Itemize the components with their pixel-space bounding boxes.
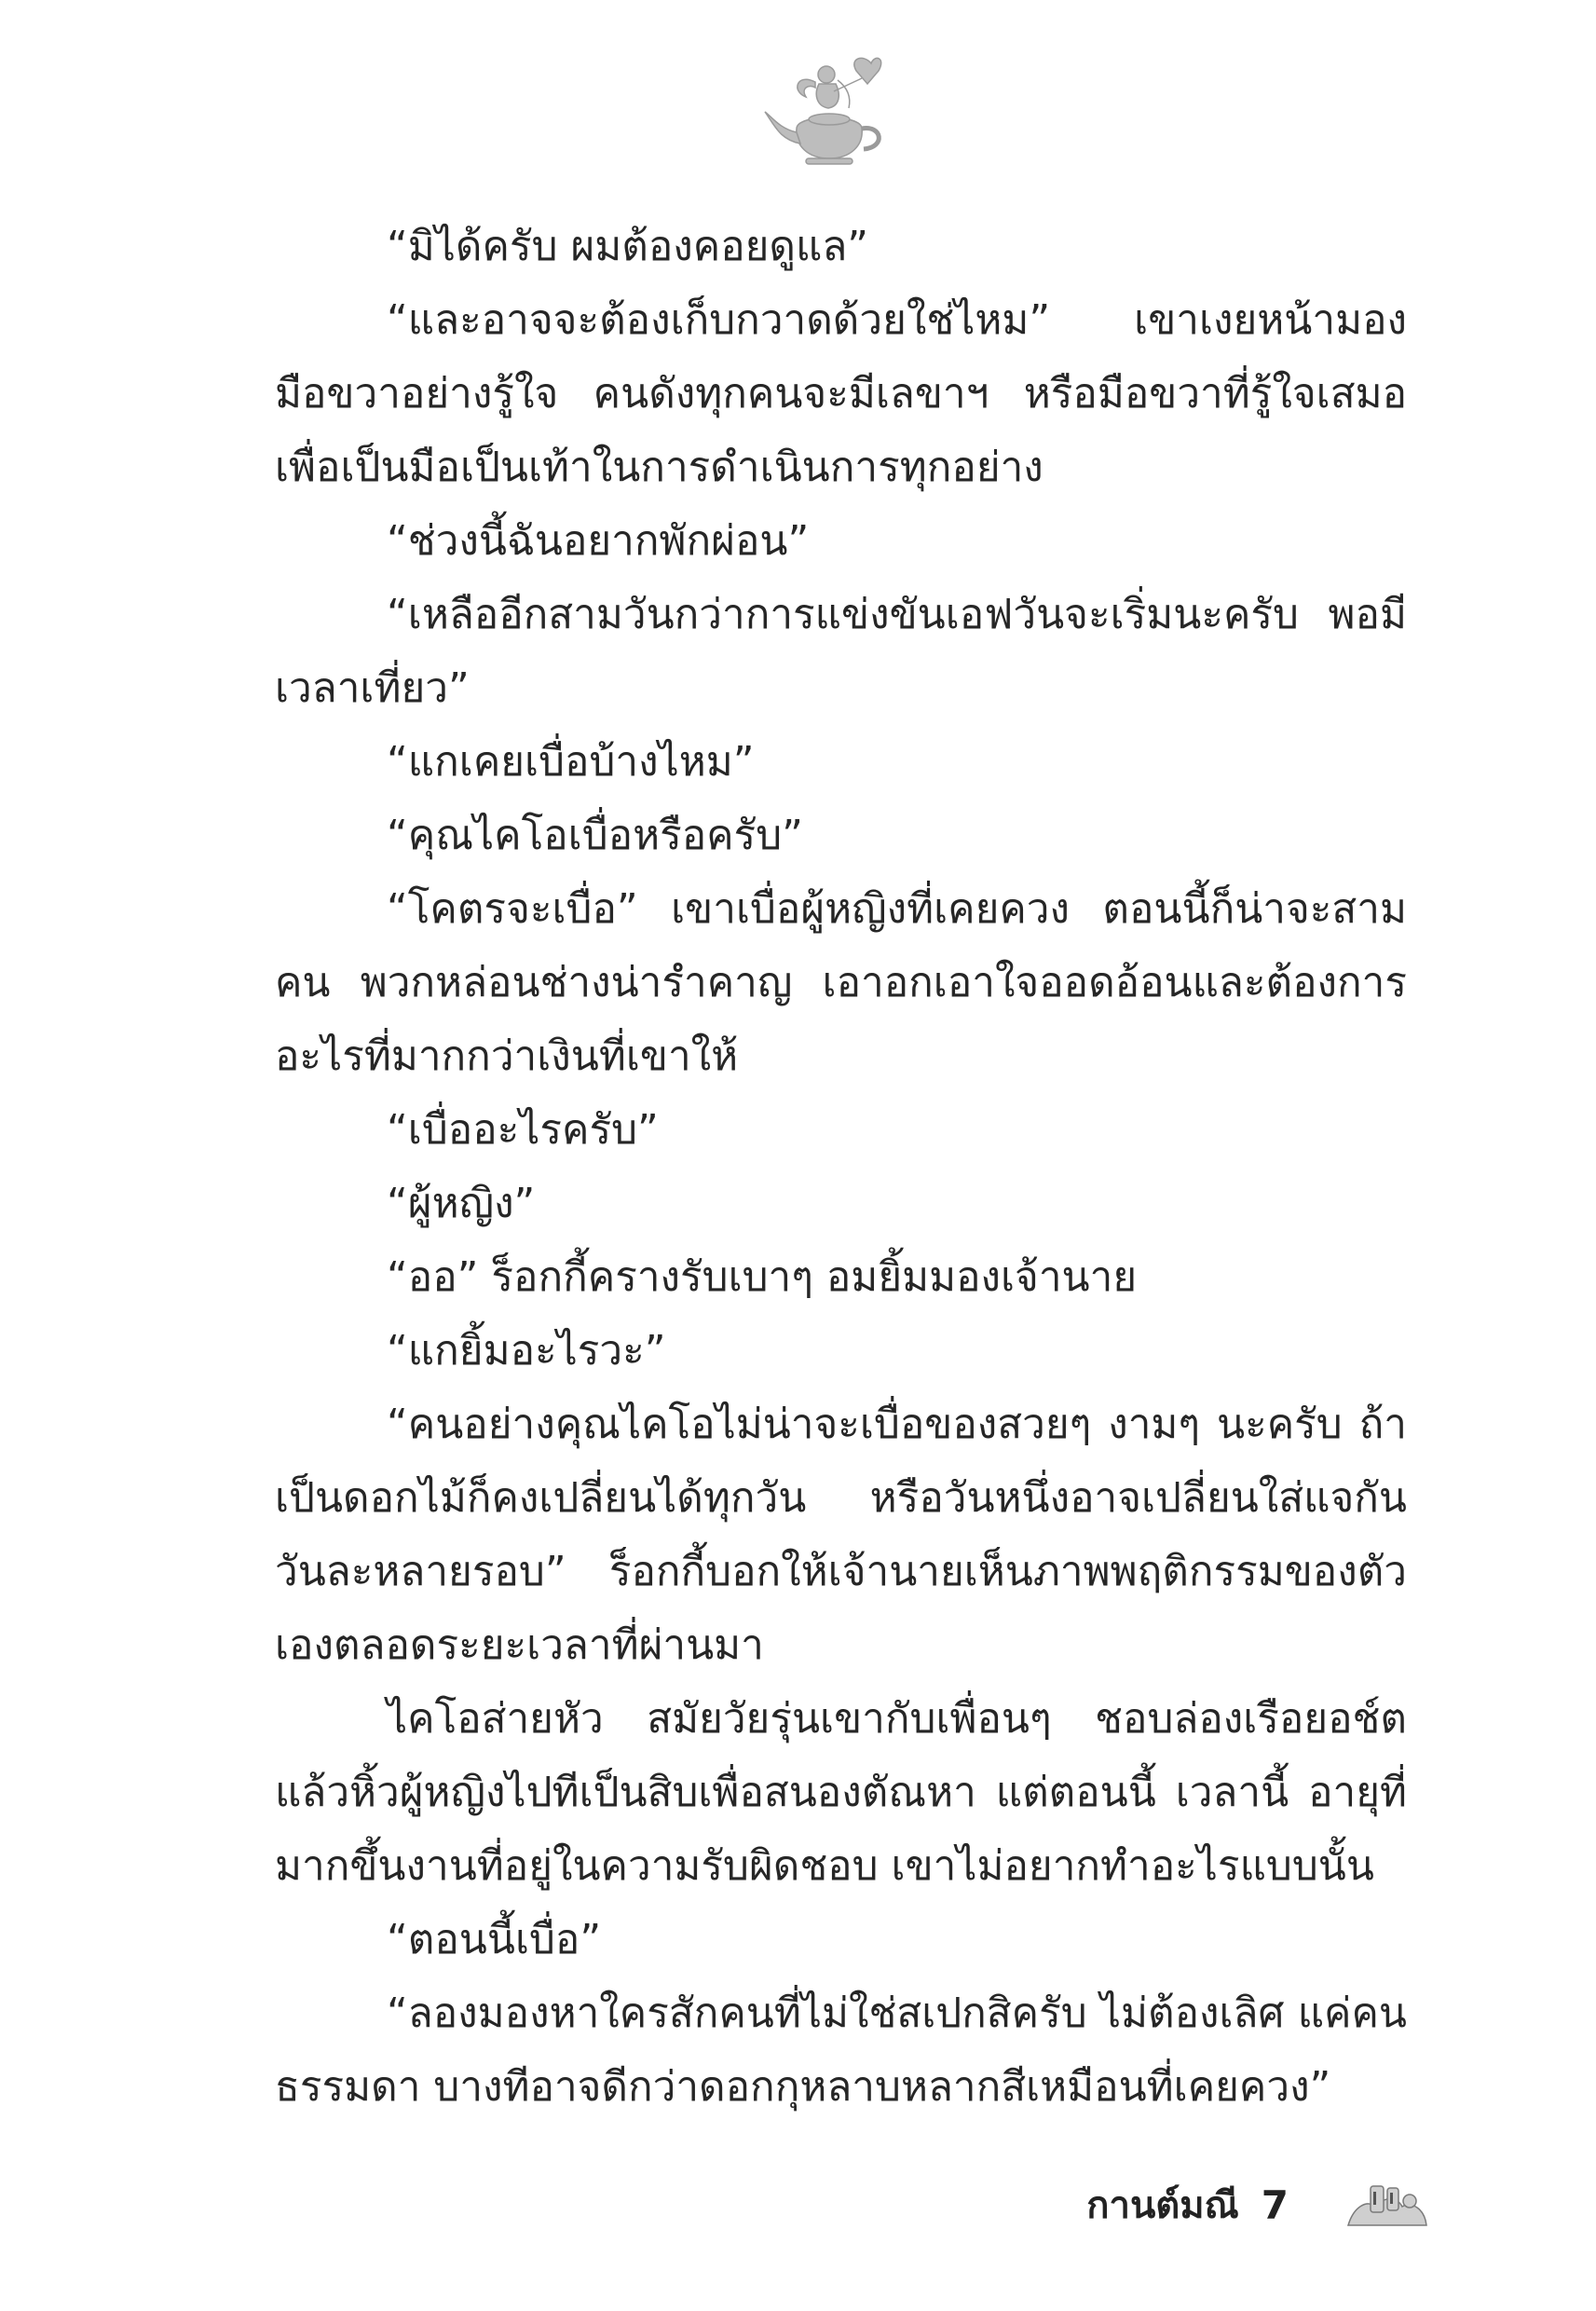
dialogue-paragraph-4: “เหลืออีกสามวันกว่าการแข่งขันเอฟวันจะเริ่มนะครับ พอมีเวลาเที่ยว”: [275, 591, 1407, 712]
dialogue-paragraph-5: “แกเคยเบื่อบ้างไหม”: [387, 738, 755, 786]
dialogue-paragraph-1: “มิได้ครับ ผมต้องคอยดูแล”: [387, 223, 869, 270]
dialogue-paragraph-14: “ตอนนี้เบื่อ”: [387, 1916, 602, 1963]
teapot-cupid-ornament-icon: [759, 54, 899, 175]
dialogue-paragraph-12: “คนอย่างคุณไคโอไม่น่าจะเบื่อของสวยๆ งามๆ นะครับ ถ้าเป็นดอกไม้ก็คงเปลี่ยนได้ทุกวัน หรือวันหนึ่งอาจเปลี่ยนใส่แจกันวันละหลายรอบ” ร็อกกี้บอกให้เจ้านายเห็นภาพพฤติกรรมของตัวเองตลอดระยะเวลาที่ผ่านมา: [275, 1401, 1407, 1669]
dialogue-paragraph-3: “ช่วงนี้ฉันอยากพักผ่อน”: [387, 517, 810, 565]
dialogue-paragraph-15: “ลองมองหาใครสักคนที่ไม่ใช่สเปกสิครับ ไม่ต้องเลิศ แค่คนธรรมดา บางทีอาจดีกว่าดอกกุหลาบหลากสีเหมือนที่เคยควง”: [275, 1990, 1407, 2111]
dialogue-paragraph-9: “ผู้หญิง”: [387, 1180, 536, 1227]
dialogue-paragraph-7: “โคตรจะเบื่อ” เขาเบื่อผู้หญิงที่เคยควง ตอนนี้ก็น่าจะสามคน พวกหล่อนช่างน่ารำคาญ เอาอกเอาใจออดอ้อนและต้องการอะไรที่มากกว่าเงินที่เขาให้: [275, 885, 1407, 1080]
page-footer: [1086, 2175, 1430, 2235]
dialogue-paragraph-2: “และอาจจะต้องเก็บกวาดด้วยใช่ไหม” เขาเงยหน้ามองมือขวาอย่างรู้ใจ คนดังทุกคนจะมีเลขาฯ หรือมือขวาที่รู้ใจเสมอ เพื่อเป็นมือเป็นเท้าในการดำเนินการทุกอย่าง: [275, 296, 1407, 491]
publisher-logo-icon: [1344, 2179, 1430, 2231]
book-title: กานต์มณี: [1086, 2184, 1239, 2227]
page-body: [275, 210, 1407, 2124]
dialogue-paragraph-11: “แกยิ้มอะไรวะ”: [387, 1327, 666, 1374]
dialogue-paragraph-8: “เบื่ออะไรครับ”: [387, 1106, 659, 1154]
dialogue-paragraph-6: “คุณไคโอเบื่อหรือครับ”: [387, 812, 803, 859]
dialogue-paragraph-10: “ออ” ร็อกกี้ครางรับเบาๆ อมยิ้มมองเจ้านาย: [387, 1253, 1138, 1301]
narration-paragraph-13: ไคโอส่ายหัว สมัยวัยรุ่นเขากับเพื่อนๆ ชอบล่องเรือยอช์ตแล้วหิ้วผู้หญิงไปทีเป็นสิบเพื่อสนองตัณหา แต่ตอนนี้ เวลานี้ อายุที่มากขึ้นงานที่อยู่ในความรับผิดชอบ เขาไม่อยากทำอะไรแบบนั้น: [275, 1695, 1407, 1890]
page-number: 7: [1261, 2181, 1289, 2228]
